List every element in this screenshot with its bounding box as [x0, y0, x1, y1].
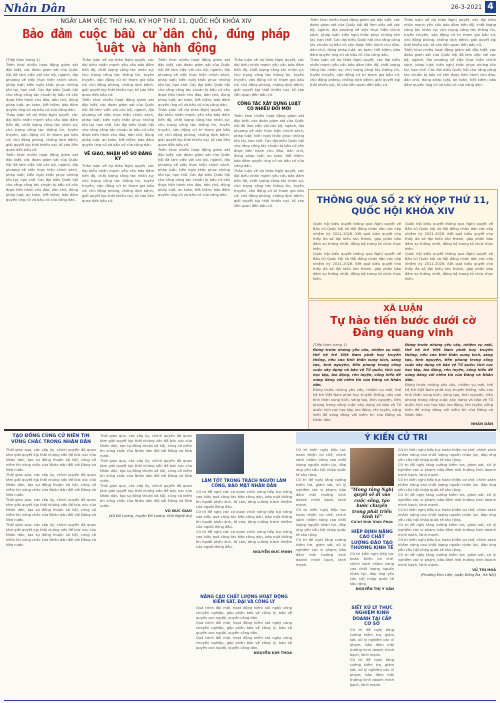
ykien-body-2: Cử tri đề nghị tăng cường kiểm tra, giám sát, xử lý nghiêm các vi phạm; bảo đảm môi trường kinh doanh minh bạch, lành mạnh. [296, 478, 346, 507]
section-divider [4, 429, 496, 431]
thong-qua-body-2: Quốc hội biểu quyết thông qua Nghị quyết về Bầu cử Quốc hội và Hội đồng nhân dân các cấp nhiệm kỳ 2021-2026. Kết quả biểu quyết cho thấy đa số đại biểu tán thành, góp phần bảo đảm sự thống nhất, đồng bộ trong tổ chức thực hiện. [405, 252, 493, 281]
ykien-author-2-place: (Phường Kim Liên, quận Đống Đa, Hà Nội) [420, 573, 496, 577]
bottom-left-body-4: Thời gian qua, các cấp ủy, chính quyền đã quan tâm giải quyết kịp thời những vấn đề bức xúc của Nhân dân, tạo sự đồng thuận xã hội, củng cố niềm tin vững chắc của Nhân dân đối với Đảng và Nhà nước. [6, 523, 96, 547]
cu-tri-photo [350, 448, 394, 486]
bottom-mid-body: Cử tri đề nghị các cơ quan chức năng tiếp tục nâng cao hiệu quả công tác tiếp công dân, bảo mật thông tin người phản ánh, tố cáo; tăng cường trách nhiệm của người đứng đầu. [196, 490, 292, 509]
bottom-left-body-3: Thời gian qua, các cấp ủy, chính quyền đã quan tâm giải quyết kịp thời những vấn đề bức xúc của Nhân dân, tạo sự đồng thuận xã hội, củng cố niềm tin vững chắc của Nhân dân đối với Đảng và Nhà nước. [6, 498, 96, 522]
bottom-mid-body-col-2 [196, 606, 292, 698]
bottom-mid-author-2: NGUYỄN KIM THOA [253, 651, 292, 655]
top-story-body-3: Triển khai nhiều hoạt động giám sát đặc biệt, các đoàn giám sát của Quốc hội đã làm việc với các bộ, ngành, địa phương về việc thực hiện chính sách, pháp luật; kiến nghị khắc phục những tồn tại, hạn chế. Các đại biểu Quốc hội cho rằng công tác chuẩn bị bầu cử cần được tiến hành chu đáo, dân chủ, đúng pháp luật, an toàn, tiết kiệm; bảo đảm quyền ứng cử và bầu cử của công dân. [158, 148, 230, 197]
xa-luan-col1 [313, 343, 401, 425]
bottom-mid-title-2: NÂNG CAO CHẤT LƯỢNG HOẠT ĐỘNG KIỂM SÁT, ĐẠI VÀ CÔNG LÝ [200, 594, 288, 604]
top-story-col1 [6, 58, 78, 428]
ykien-author-1: NGUYỄN THỊ Y VÂN [355, 587, 394, 591]
ykien-body: Cử tri kiến nghị tiếp tục hoàn thiện cơ chế, chính sách nhằm nâng cao chất lượng nguồn nhân lực, đáp ứng yêu cầu hội nhập quốc tế sâu rộng. [296, 448, 346, 477]
ykien-body-3: Cử tri kiến nghị tiếp tục hoàn thiện cơ chế, chính sách nhằm nâng cao chất lượng nguồn nhân lực, đáp ứng yêu cầu hội nhập quốc tế sâu rộng. [398, 478, 496, 492]
xa-luan-col2 [405, 343, 493, 419]
bottom-left-body: Thời gian qua, các cấp ủy, chính quyền đã quan tâm giải quyết kịp thời những vấn đề bức xúc của Nhân dân, tạo sự đồng thuận xã hội, củng cố niềm tin vững chắc của Nhân dân đối với Đảng và Nhà nước. [6, 448, 96, 472]
right-col1 [310, 18, 400, 186]
bottom-mid-title: LÀM TỐT TRONG TRÁCH NGƯỜI LÀM CÔNG, BẢO MẬT NHÂN DÂN [201, 478, 287, 488]
bottom-mid-body-b3: Quá trình đổi mới, hoạt động kiểm sát ngày càng chuyên nghiệp, góp phần bảo vệ công lý, bảo vệ quyền con người, quyền công dân. [196, 636, 292, 650]
bottom-mid-body-b2: Quá trình đổi mới, hoạt động kiểm sát ngày càng chuyên nghiệp, góp phần bảo vệ công lý, bảo vệ quyền con người, quyền công dân. [196, 621, 292, 635]
xa-luan-title: Tự hào tiến bước dưới cờ Đảng quang vinh [330, 315, 476, 339]
ykien-body-4: Cử tri đề nghị tăng cường kiểm tra, giám sát, xử lý nghiêm các vi phạm; bảo đảm môi trường kinh doanh minh bạch, lành mạnh. [398, 493, 496, 507]
bottom-left-body: Thời gian qua, các cấp ủy, chính quyền đã quan tâm giải quyết kịp thời những vấn đề bức xúc của Nhân dân, tạo sự đồng thuận xã hội, củng cố niềm tin vững chắc của Nhân dân đối với Đảng và Nhà nước. [100, 434, 192, 458]
thong-qua-body: Quốc hội biểu quyết thông qua Nghị quyết về Bầu cử Quốc hội và Hội đồng nhân dân các cấp nhiệm kỳ 2021-2026. Kết quả biểu quyết cho thấy đa số đại biểu tán thành, góp phần bảo đảm sự thống nhất, đồng bộ trong tổ chức thực hiện. [313, 222, 401, 251]
ykien-body-1: Cử tri kiến nghị tiếp tục hoàn thiện cơ chế, chính sách nhằm nâng cao chất lượng nguồn nhân lực, đáp ứng yêu cầu hội nhập quốc tế sâu rộng. [350, 552, 394, 586]
masthead: Nhân Dân [4, 2, 66, 15]
ykien-body-5: Cử tri kiến nghị tiếp tục hoàn thiện cơ chế, chính sách nhằm nâng cao chất lượng nguồn nhân lực, đáp ứng yêu cầu hội nhập quốc tế sâu rộng. [398, 508, 496, 522]
ykien-col1 [296, 448, 346, 698]
ykien-author-2: VŨ THỊ HOÀ [472, 568, 496, 572]
page-number: 4 [485, 1, 496, 13]
bottom-left-col2 [100, 434, 192, 614]
ykien-body-7: Cử tri kiến nghị tiếp tục hoàn thiện cơ chế, chính sách nhằm nâng cao chất lượng nguồn nhân lực, đáp ứng yêu cầu hội nhập quốc tế sâu rộng. [398, 538, 496, 552]
right-body-2: Triển khai nhiều hoạt động giám sát đặc biệt, các đoàn giám sát của Quốc hội đã làm việc với các bộ, ngành, địa phương về việc thực hiện chính sách, pháp luật; kiến nghị khắc phục những tồn tại, hạn chế. Các đại biểu Quốc hội cho rằng công tác chuẩn bị bầu cử cần được tiến hành chu đáo, dân chủ, đúng pháp luật, an toàn, tiết kiệm; bảo đảm quyền ứng cử và bầu cử của công dân. [404, 48, 496, 87]
right-body-2: Thảo luận về dự thảo Nghị quyết, các đại biểu nhấn mạnh yêu cầu bảo đảm tiến độ, chất lượng công tác nhân sự; chú trọng công tác thông tin, tuyên truyền, vận động cử tri tham gia bầu cử; chủ động phòng, chống dịch bệnh; giải quyết kịp thời khiếu nại, tố cáo liên quan đến bầu cử. [310, 58, 400, 87]
bottom-mid-body-3: Cử tri đề nghị các cơ quan chức năng tiếp tục nâng cao hiệu quả công tác tiếp công dân, bảo mật thông tin người phản ánh, tố cáo; tăng cường trách nhiệm của người đứng đầu. [196, 530, 292, 549]
thong-qua-col1 [313, 222, 401, 294]
bottom-mid-body-b: Quá trình đổi mới, hoạt động kiểm sát ngày càng chuyên nghiệp, góp phần bảo vệ công lý, bảo vệ quyền con người, quyền công dân. [196, 606, 292, 620]
subhead-xay-dung-luat: CÔNG TÁC XÂY DỰNG LUẬT CÓ NHIỀU ĐỔI MỚI [237, 101, 301, 111]
subhead-ho-so: VỀ GIAO, NHẬN HỒ SƠ ĐĂNG KÝ [84, 151, 152, 161]
ykien-body-col [350, 552, 394, 602]
top-story-body: Thảo luận về dự thảo Nghị quyết, các đại biểu nhấn mạnh yêu cầu bảo đảm tiến độ, chất lượng công tác nhân sự; chú trọng công tác thông tin, tuyên truyền, vận động cử tri tham gia bầu cử; chủ động phòng, chống dịch bệnh; giải quyết kịp thời khiếu nại, tố cáo liên quan đến bầu cử. [82, 58, 154, 97]
ykien-body-8: Cử tri đề nghị tăng cường kiểm tra, giám sát, xử lý nghiêm các vi phạm; bảo đảm môi trường kinh doanh minh bạch, lành mạnh. [398, 553, 496, 567]
bottom-left-body-2: Thời gian qua, các cấp ủy, chính quyền đã quan tâm giải quyết kịp thời những vấn đề bức xúc của Nhân dân, tạo sự đồng thuận xã hội, củng cố niềm tin vững chắc của Nhân dân đối với Đảng và Nhà nước. [100, 459, 192, 483]
xa-luan-body: Đứng trước những yêu cầu, nhiệm vụ mới, thế hệ trẻ Việt Nam phát huy truyền thống, nêu cao tinh thần xung kích, sáng tạo, tình nguyện, tiên phong trong công cuộc xây dựng và bảo vệ Tổ quốc; tích cực học tập, lao động, rèn luyện, cống hiến để xứng đáng với niềm tin của Đảng và Nhân dân. [405, 343, 493, 382]
thong-qua-body: Quốc hội biểu quyết thông qua Nghị quyết về Bầu cử Quốc hội và Hội đồng nhân dân các cấp nhiệm kỳ 2021-2026. Kết quả biểu quyết cho thấy đa số đại biểu tán thành, góp phần bảo đảm sự thống nhất, đồng bộ trong tổ chức thực hiện. [405, 222, 493, 251]
bottom-left-title: TẠO ĐỒNG CÙNG CỬ NIÊN TIN VỮNG CHẮC TRONG NHÂN DÂN [10, 434, 92, 445]
xa-luan-box [308, 300, 498, 430]
top-story-body-3: Thảo luận về dự thảo Nghị quyết, các đại biểu nhấn mạnh yêu cầu bảo đảm tiến độ, chất lượng công tác nhân sự; chú trọng công tác thông tin, tuyên truyền, vận động cử tri tham gia bầu cử; chủ động phòng, chống dịch bệnh; giải quyết kịp thời khiếu nại, tố cáo liên quan đến bầu cử. [234, 169, 304, 208]
top-story-body: Triển khai nhiều hoạt động giám sát đặc biệt, các đoàn giám sát của Quốc hội đã làm việc với các bộ, ngành, địa phương về việc thực hiện chính sách, pháp luật; kiến nghị khắc phục những tồn tại, hạn chế. Các đại biểu Quốc hội cho rằng công tác chuẩn bị bầu cử cần được tiến hành chu đáo, dân chủ, đúng pháp luật, an toàn, tiết kiệm; bảo đảm quyền ứng cử và bầu cử của công dân. [158, 58, 230, 107]
top-story-body-3: Triển khai nhiều hoạt động giám sát đặc biệt, các đoàn giám sát của Quốc hội đã làm việc với các bộ, ngành, địa phương về việc thực hiện chính sách, pháp luật; kiến nghị khắc phục những tồn tại, hạn chế. Các đại biểu Quốc hội cho rằng công tác chuẩn bị bầu cử cần được tiến hành chu đáo, dân chủ, đúng pháp luật, an toàn, tiết kiệm; bảo đảm quyền ứng cử và bầu cử của công dân. [6, 153, 78, 202]
top-story-body: Thảo luận về dự thảo Nghị quyết, các đại biểu nhấn mạnh yêu cầu bảo đảm tiến độ, chất lượng công tác nhân sự; chú trọng công tác thông tin, tuyên truyền, vận động cử tri tham gia bầu cử; chủ động phòng, chống dịch bệnh; giải quyết kịp thời khiếu nại, tố cáo liên quan đến bầu cử. [234, 58, 304, 97]
top-story-body-2: Triển khai nhiều hoạt động giám sát đặc biệt, các đoàn giám sát của Quốc hội đã làm việc với các bộ, ngành, địa phương về việc thực hiện chính sách, pháp luật; kiến nghị khắc phục những tồn tại, hạn chế. Các đại biểu Quốc hội cho rằng công tác chuẩn bị bầu cử cần được tiến hành chu đáo, dân chủ, đúng pháp luật, an toàn, tiết kiệm; bảo đảm quyền ứng cử và bầu cử của công dân. [82, 98, 154, 147]
footer-rule [4, 700, 496, 701]
xa-luan-author: NHÂN DÂN [471, 422, 493, 426]
cu-tri-quote: "Mong rằng Nghị quyết sẽ đi vào cuộc sống, tạo bước chuyển trong phát triển kinh tế" [350, 488, 394, 521]
bottom-left-body-2: Thời gian qua, các cấp ủy, chính quyền đã quan tâm giải quyết kịp thời những vấn đề bức xúc của Nhân dân, tạo sự đồng thuận xã hội, củng cố niềm tin vững chắc của Nhân dân đối với Đảng và Nhà nước. [6, 473, 96, 497]
bottom-left-author: VŨ ĐỨC GIAO [165, 509, 192, 513]
top-story-col3 [158, 58, 230, 428]
xa-luan-body-2: Đứng trước những yêu cầu, nhiệm vụ mới, thế hệ trẻ Việt Nam phát huy truyền thống, nêu cao tinh thần xung kích, sáng tạo, tình nguyện, tiên phong trong công cuộc xây dựng và bảo vệ Tổ quốc; tích cực học tập, lao động, rèn luyện, cống hiến để xứng đáng với niềm tin của Đảng và Nhân dân. [405, 383, 493, 417]
top-story-headline: Bảo đảm cuộc bầu cử dân chủ, đúng pháp luật và hành động [22, 26, 290, 55]
ykien-body-4: Cử tri đề nghị tăng cường kiểm tra, giám sát, xử lý nghiêm các vi phạm; bảo đảm môi trường kinh doanh minh bạch, lành mạnh. [296, 538, 346, 567]
right-col2 [404, 18, 496, 186]
cu-tri-quote-author: Cử tri tỉnh Vĩnh Phúc [350, 520, 393, 524]
top-story-col2 [82, 58, 154, 428]
thong-qua-body-2: Quốc hội biểu quyết thông qua Nghị quyết về Bầu cử Quốc hội và Hội đồng nhân dân các cấp nhiệm kỳ 2021-2026. Kết quả biểu quyết cho thấy đa số đại biểu tán thành, góp phần bảo đảm sự thống nhất, đồng bộ trong tổ chức thực hiện. [313, 252, 401, 281]
ykien-body: Cử tri kiến nghị tiếp tục hoàn thiện cơ chế, chính sách nhằm nâng cao chất lượng nguồn nhân lực, đáp ứng yêu cầu hội nhập quốc tế sâu rộng. [398, 448, 496, 462]
masthead-rule [4, 15, 496, 16]
thong-qua-title: THÔNG QUA SỐ 2 KỲ HỌP THỨ 11, QUỐC HỘI KHÓA XIV [316, 196, 490, 217]
y-kien-cu-tri-header: Ý KIẾN CỬ TRI [296, 432, 496, 444]
article-photo-1 [196, 434, 244, 474]
ykien-body-col-2 [350, 628, 394, 698]
thong-qua-box [308, 189, 498, 299]
top-story-body-2: Triển khai nhiều hoạt động giám sát đặc biệt, các đoàn giám sát của Quốc hội đã làm việc với các bộ, ngành, địa phương về việc thực hiện chính sách, pháp luật; kiến nghị khắc phục những tồn tại, hạn chế. Các đại biểu Quốc hội cho rằng công tác chuẩn bị bầu cử cần được tiến hành chu đáo, dân chủ, đúng pháp luật, an toàn, tiết kiệm; bảo đảm quyền ứng cử và bầu cử của công dân. [234, 114, 304, 168]
xa-luan-body-2: Đứng trước những yêu cầu, nhiệm vụ mới, thế hệ trẻ Việt Nam phát huy truyền thống, nêu cao tinh thần xung kích, sáng tạo, tình nguyện, tiên phong trong công cuộc xây dựng và bảo vệ Tổ quốc; tích cực học tập, lao động, rèn luyện, cống hiến để xứng đáng với niềm tin của Đảng và Nhân dân. [313, 388, 401, 422]
bottom-mid-body-2: Cử tri đề nghị các cơ quan chức năng tiếp tục nâng cao hiệu quả công tác tiếp công dân, bảo mật thông tin người phản ánh, tố cáo; tăng cường trách nhiệm của người đứng đầu. [196, 510, 292, 529]
bottom-left-col1 [6, 448, 96, 698]
ykien-body-3: Cử tri kiến nghị tiếp tục hoàn thiện cơ chế, chính sách nhằm nâng cao chất lượng nguồn nhân lực, đáp ứng yêu cầu hội nhập quốc tế sâu rộng. [296, 508, 346, 537]
ykien-head-2: SIẾT XỬ LÝ THỰC NGHIỆM KINH DOANH TẠI CẤP CƠ SỞ [351, 606, 393, 628]
continued-label: (Tiếp theo trang 1) [6, 58, 40, 62]
right-body: Thảo luận về dự thảo Nghị quyết, các đại biểu nhấn mạnh yêu cầu bảo đảm tiến độ, chất lượng công tác nhân sự; chú trọng công tác thông tin, tuyên truyền, vận động cử tri tham gia bầu cử; chủ động phòng, chống dịch bệnh; giải quyết kịp thời khiếu nại, tố cáo liên quan đến bầu cử. [404, 18, 496, 47]
xa-luan-body: Đứng trước những yêu cầu, nhiệm vụ mới, thế hệ trẻ Việt Nam phát huy truyền thống, nêu cao tinh thần xung kích, sáng tạo, tình nguyện, tiên phong trong công cuộc xây dựng và bảo vệ Tổ quốc; tích cực học tập, lao động, rèn luyện, cống hiến để xứng đáng với niềm tin của Đảng và Nhân dân. [313, 348, 401, 387]
bottom-left-body-3: Thời gian qua, các cấp ủy, chính quyền đã quan tâm giải quyết kịp thời những vấn đề bức xúc của Nhân dân, tạo sự đồng thuận xã hội, củng cố niềm tin vững chắc của Nhân dân đối với Đảng và Nhà nước. [100, 484, 192, 508]
bottom-mid-body-col [196, 490, 292, 590]
issue-date: 26-3-2021 [450, 4, 482, 11]
ykien-body-2: Cử tri đề nghị tăng cường kiểm tra, giám sát, xử lý nghiêm các vi phạm; bảo đảm môi trường kinh doanh minh bạch, lành mạnh. [398, 463, 496, 477]
bottom-left-author-place: (Xã Đô Lương, huyện Đô Lương, tỉnh Nghệ An) [108, 514, 192, 518]
thong-qua-col2 [405, 222, 493, 294]
ykien-body-6: Cử tri đề nghị tăng cường kiểm tra, giám sát, xử lý nghiêm các vi phạm; bảo đảm môi trường kinh doanh minh bạch, lành mạnh. [398, 523, 496, 537]
top-story-col4 [234, 58, 304, 428]
top-story-body: Triển khai nhiều hoạt động giám sát đặc biệt, các đoàn giám sát của Quốc hội đã làm việc với các bộ, ngành, địa phương về việc thực hiện chính sách, pháp luật; kiến nghị khắc phục những tồn tại, hạn chế. Các đại biểu Quốc hội cho rằng công tác chuẩn bị bầu cử cần được tiến hành chu đáo, dân chủ, đúng pháp luật, an toàn, tiết kiệm; bảo đảm quyền ứng cử và bầu cử của công dân. [6, 63, 78, 112]
xa-luan-continued: (Tiếp theo trang 1) [313, 343, 347, 347]
ykien-body-2: Cử tri đề nghị tăng cường kiểm tra, giám sát, xử lý nghiêm các vi phạm; bảo đảm môi trường kinh doanh minh bạch, lành mạnh. [350, 628, 394, 657]
top-story-kicker: NGÀY LÀM VIỆC THỨ HAI, KỲ HỌP THỨ 11, QUỐC HỘI KHÓA XIV [60, 18, 252, 25]
top-story-body-3: Thảo luận về dự thảo Nghị quyết, các đại biểu nhấn mạnh yêu cầu bảo đảm tiến độ, chất lượng công tác nhân sự; chú trọng công tác thông tin, tuyên truyền, vận động cử tri tham gia bầu cử; chủ động phòng, chống dịch bệnh; giải quyết kịp thời khiếu nại, tố cáo liên quan đến bầu cử. [82, 164, 154, 203]
ykien-head-1: HIỆP ĐỊNH NÂNG CAO CHẤT LƯỢNG ĐÀO TẠO THƯƠNG KINH TẾ [350, 530, 394, 552]
xa-luan-label: XÃ LUẬN [383, 304, 423, 313]
right-body: Triển khai nhiều hoạt động giám sát đặc biệt, các đoàn giám sát của Quốc hội đã làm việc với các bộ, ngành, địa phương về việc thực hiện chính sách, pháp luật; kiến nghị khắc phục những tồn tại, hạn chế. Các đại biểu Quốc hội cho rằng công tác chuẩn bị bầu cử cần được tiến hành chu đáo, dân chủ, đúng pháp luật, an toàn, tiết kiệm; bảo đảm quyền ứng cử và bầu cử của công dân. [310, 18, 400, 57]
top-story-body-2: Thảo luận về dự thảo Nghị quyết, các đại biểu nhấn mạnh yêu cầu bảo đảm tiến độ, chất lượng công tác nhân sự; chú trọng công tác thông tin, tuyên truyền, vận động cử tri tham gia bầu cử; chủ động phòng, chống dịch bệnh; giải quyết kịp thời khiếu nại, tố cáo liên quan đến bầu cử. [158, 108, 230, 147]
top-story-body-2: Thảo luận về dự thảo Nghị quyết, các đại biểu nhấn mạnh yêu cầu bảo đảm tiến độ, chất lượng công tác nhân sự; chú trọng công tác thông tin, tuyên truyền, vận động cử tri tham gia bầu cử; chủ động phòng, chống dịch bệnh; giải quyết kịp thời khiếu nại, tố cáo liên quan đến bầu cử. [6, 113, 78, 152]
ykien-col3 [398, 448, 496, 698]
ykien-body-2b: Cử tri đề nghị tăng cường kiểm tra, giám sát, xử lý nghiêm các vi phạm; bảo đảm môi trường kinh doanh minh bạch, lành mạnh. [350, 658, 394, 687]
bottom-mid-author: NGUYỄN ĐỨC MINH [252, 550, 292, 554]
